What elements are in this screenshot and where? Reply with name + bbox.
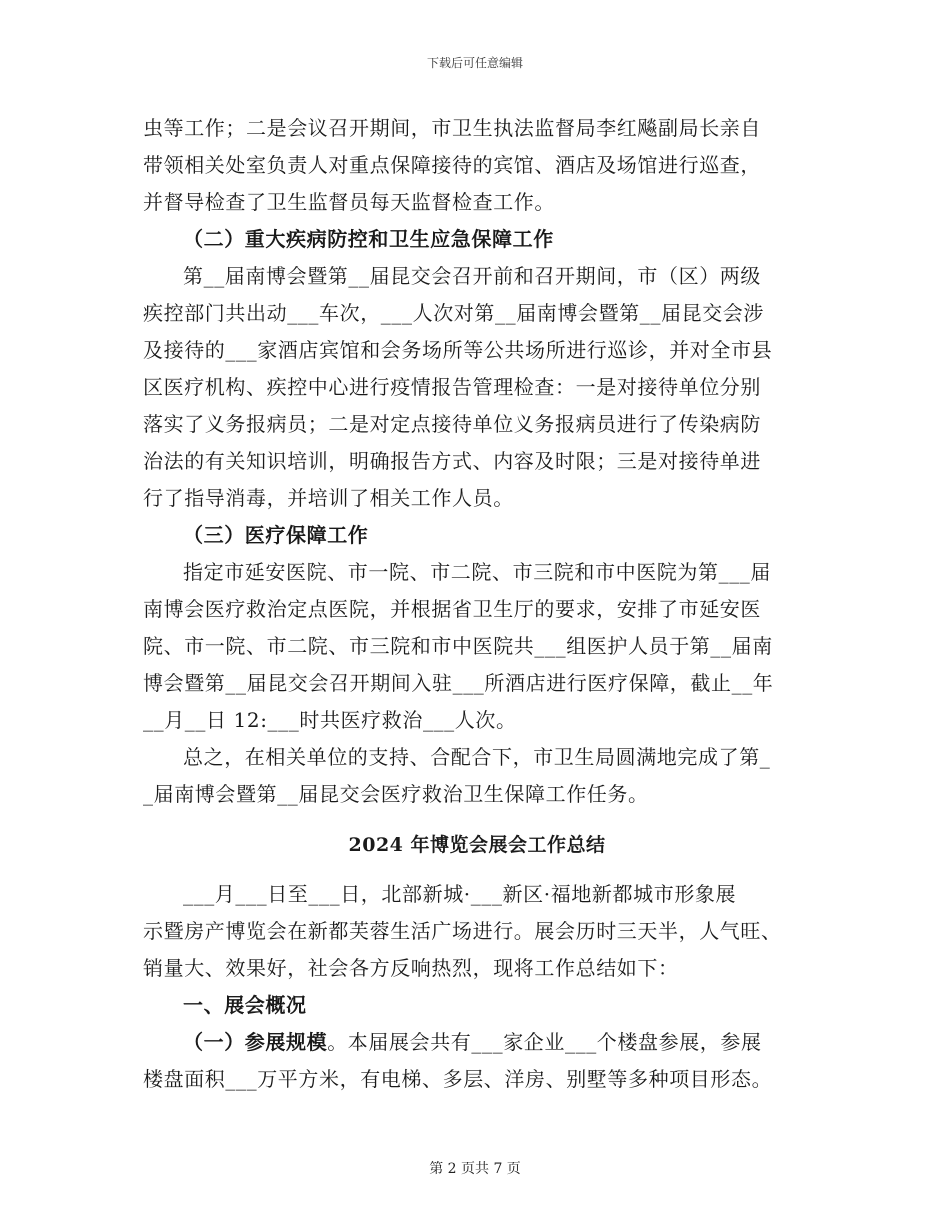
page-footer: 第 2 页共 7 页: [429, 1161, 521, 1177]
text-line: 治法的有关知识培训，明确报告方式、内容及时限；三是对接待单进: [143, 449, 761, 473]
paragraph: [143, 110, 811, 221]
text-line: 疾控部门共出动___车次，___人次对第__届南博会暨第__届昆交会涉: [143, 301, 764, 325]
section-heading-2: （二）重大疾病防控和卫生应急保障工作: [183, 227, 554, 251]
text-line: 行了指导消毒，并培训了相关工作人员。: [143, 486, 514, 510]
text-line: _届南博会暨第__届昆交会医疗救治卫生保障工作任务。: [143, 782, 649, 806]
text-line: 虫等工作；二是会议召开期间，市卫生执法监督局李红飚副局长亲自: [143, 116, 761, 140]
section-heading-3: （三）医疗保障工作: [183, 523, 369, 547]
text-line: 区医疗机构、疾控中心进行疫情报告管理检查：一是对接待单位分别: [143, 375, 761, 399]
text-line: 示暨房产博览会在新都芙蓉生活广场进行。展会历时三天半，人气旺、: [143, 919, 782, 943]
text-line: 销量大、效果好，社会各方反响热烈，现将工作总结如下：: [143, 956, 679, 980]
text-line: 博会暨第__届昆交会召开期间入驻___所酒店进行医疗保障，截止__年: [143, 671, 774, 695]
text-line: 指定市延安医院、市一院、市二院、市三院和市中医院为第___届: [183, 560, 771, 584]
text-line: 并督导检查了卫生监督员每天监督检查工作。: [143, 190, 555, 214]
text-line: 第__届南博会暨第__届昆交会召开前和召开期间，市（区）两级: [183, 264, 761, 288]
document-body: [143, 110, 811, 1098]
text-line: 及接待的___家酒店宾馆和会务场所等公共场所进行巡诊，并对全市县: [143, 338, 773, 362]
paragraph: [143, 554, 811, 739]
paragraph: [143, 739, 811, 813]
text-line: 总之，在相关单位的支持、合配合下，市卫生局圆满地完成了第_: [183, 745, 771, 769]
paragraph: [143, 1024, 811, 1098]
text-line: 院、市一院、市二院、市三院和市中医院共___组医护人员于第__届南: [143, 634, 773, 658]
text-line: __月__日 12:___时共医疗救治___人次。: [143, 708, 517, 732]
text-run: 。本届展会共有___家企业___个楼盘参展，参展: [327, 1030, 762, 1054]
text-line: ___月___日至___日，北部新城·___新区·福地新都城市形象展: [183, 882, 737, 906]
paragraph: [143, 876, 811, 987]
text-line: 楼盘面积___万平方米，有电梯、多层、洋房、别墅等多种项目形态。: [143, 1067, 773, 1091]
section-heading-overview: 一、展会概况: [183, 993, 307, 1017]
text-line: 南博会医疗救治定点医院，并根据省卫生厅的要求，安排了市延安医: [143, 597, 761, 621]
page-header: 下载后可任意编辑: [426, 56, 523, 70]
text-line: 落实了义务报病员；二是对定点接待单位义务报病员进行了传染病防: [143, 412, 761, 436]
document-title: 2024 年博览会展会工作总结: [348, 834, 606, 856]
paragraph: [143, 258, 811, 517]
text-line: 带领相关处室负责人对重点保障接待的宾馆、酒店及场馆进行巡查，: [143, 153, 761, 177]
subheading-bold: （一）参展规模: [183, 1030, 328, 1054]
text-line: [143, 1024, 811, 1061]
